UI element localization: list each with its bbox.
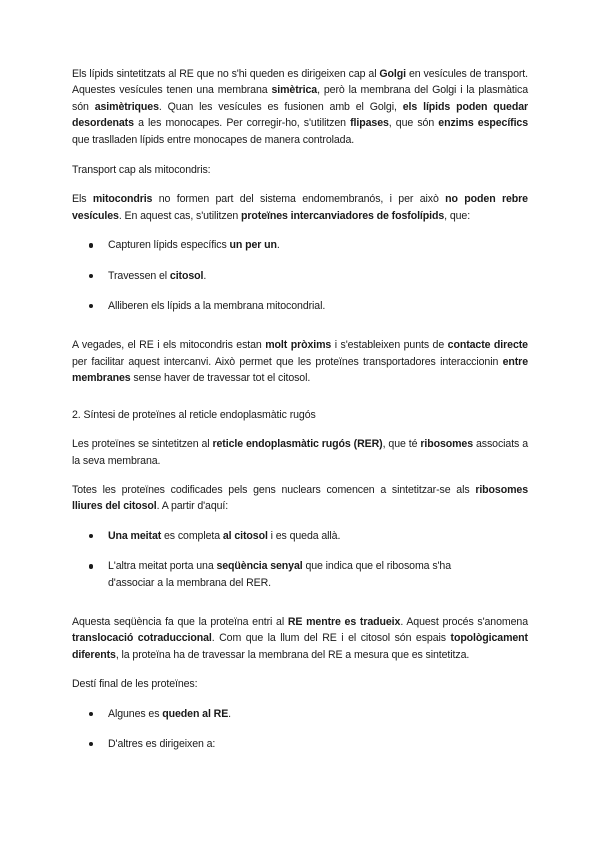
heading-final-destination: Destí final de les proteïnes: — [72, 678, 198, 691]
bullet-list-destinations — [72, 706, 528, 753]
bold-text: ribosomes — [420, 438, 474, 451]
text: en vesícules de transport. Aquestes vesícules tenen una membrana — [72, 68, 528, 97]
text: Alliberen els lípids a la membrana mitocondrial. — [108, 300, 326, 313]
bold-text: flipases — [350, 117, 389, 130]
text: , que té — [382, 438, 421, 451]
bold-text: topològicament diferents — [72, 632, 528, 661]
text: Les proteïnes se sintetitzen al — [72, 438, 213, 451]
text: D'altres es dirigeixen a: — [108, 737, 216, 750]
bullet-icon — [89, 274, 93, 278]
text: . En aquest cas, s'utilitzen — [118, 209, 242, 222]
paragraph-free-ribosomes — [72, 482, 528, 515]
bold-text: ribosomes lliures del citosol — [72, 483, 528, 513]
list-item — [72, 706, 528, 722]
bold-text: molt pròxims — [265, 339, 332, 352]
bold-text: Golgi — [379, 68, 406, 80]
bold-text: reticle endoplasmàtic rugós (RER) — [212, 438, 383, 451]
text: Travessen el — [108, 269, 170, 282]
bold-text: un per un — [229, 239, 277, 252]
text: no formen part del sistema endomembranós, i per això — [152, 193, 446, 206]
text: L'altra meitat porta una — [108, 560, 217, 573]
section-heading-protein-synthesis: 2. Síntesi de proteïnes al reticle endoplasmàtic rugós — [72, 408, 316, 421]
list-item — [72, 298, 528, 314]
bold-text: els lípids poden quedar desordenats — [72, 100, 529, 130]
bullet-icon — [89, 564, 93, 568]
list-item — [72, 528, 528, 544]
bold-text: RE mentre es tradueix — [287, 615, 401, 628]
text: Capturen lípids específics — [108, 239, 230, 252]
paragraph-golgi-transport — [72, 66, 528, 148]
bold-text: al citosol — [222, 529, 268, 542]
text: . Com que la llum del RE i el citosol són espais — [211, 632, 451, 645]
bold-text: entre membranes — [72, 355, 528, 385]
bold-text: enzims específics — [438, 117, 529, 130]
bullet-icon — [89, 304, 93, 308]
heading-mitochondria-transport: Transport cap als mitocondris: — [72, 164, 211, 177]
list-item — [72, 237, 528, 253]
text: i s'estableixen punts de — [331, 339, 448, 352]
bullet-icon — [89, 534, 93, 538]
bold-text: seqüència senyal — [216, 560, 303, 573]
list-item — [72, 558, 528, 591]
text: A vegades, el RE i els mitocondris estan — [72, 339, 266, 352]
bold-text: simètrica — [271, 84, 318, 97]
paragraph-contact-sites — [72, 337, 528, 386]
text: Algunes es — [108, 707, 163, 720]
text: i es queda allà. — [267, 529, 341, 542]
text: , que: — [444, 209, 471, 222]
text: . — [203, 269, 207, 282]
text: , que són — [388, 117, 439, 130]
text: . — [228, 707, 232, 720]
bold-text: proteïnes intercanviadores de fosfolípids — [241, 209, 445, 222]
text: per facilitar aquest intercanvi. Això permet que les proteïnes transportadores interaccionin — [72, 355, 503, 368]
text: . A partir d'aquí: — [156, 500, 229, 513]
bold-text: Una meitat — [108, 529, 162, 542]
text: es completa — [161, 529, 223, 542]
text: associats a la seva membrana. — [72, 438, 528, 467]
bold-text: citosol — [169, 269, 204, 282]
text: , però la membrana del Golgi i la plasmàtica són — [72, 84, 528, 113]
bullet-icon — [89, 243, 93, 247]
bullet-list-protein-halves — [72, 528, 528, 591]
text: Els lípids sintetitzats al RE que no s'hi queden es dirigeixen cap al — [72, 68, 380, 80]
text: a les monocapes. Per corregir-ho, s'utilitzen — [133, 117, 351, 130]
paragraph-mitochondria — [72, 191, 528, 224]
text: , la proteïna ha de travessar la membrana del RE a mesura que es sintetitza. — [115, 648, 470, 661]
text: Totes les proteïnes codificades pels gens nuclears comencen a sintetitzar-se als — [72, 483, 476, 496]
text: que traslladen lípids entre monocapes de manera controlada. — [72, 133, 355, 146]
list-item — [72, 736, 528, 752]
text: Aquesta seqüència fa que la proteïna entri al — [72, 615, 288, 628]
text: . Quan les vesícules es fusionen amb el Golgi, — [158, 100, 403, 113]
text: . — [276, 239, 280, 252]
bold-text: contacte directe — [447, 339, 528, 352]
paragraph-rer — [72, 436, 528, 469]
bullet-icon — [89, 742, 93, 746]
bold-text: no poden rebre vesícules — [72, 193, 528, 222]
text: sense haver de travessar tot el citosol. — [130, 372, 311, 385]
document-page — [72, 66, 528, 752]
text: . Aquest procés s'anomena — [400, 615, 528, 628]
list-item — [72, 268, 528, 284]
text: Els — [72, 193, 93, 206]
bold-text: asimètriques — [94, 100, 159, 113]
bold-text: mitocondris — [92, 193, 153, 206]
text: que indica que el ribosoma s'ha d'associar a la membrana del RER. — [108, 560, 452, 589]
bold-text: translocació cotraduccional — [72, 632, 212, 645]
bullet-list-lipid-exchange — [72, 237, 528, 314]
paragraph-cotranslational — [72, 614, 528, 663]
bold-text: queden al RE — [162, 707, 229, 720]
bullet-icon — [89, 712, 93, 716]
